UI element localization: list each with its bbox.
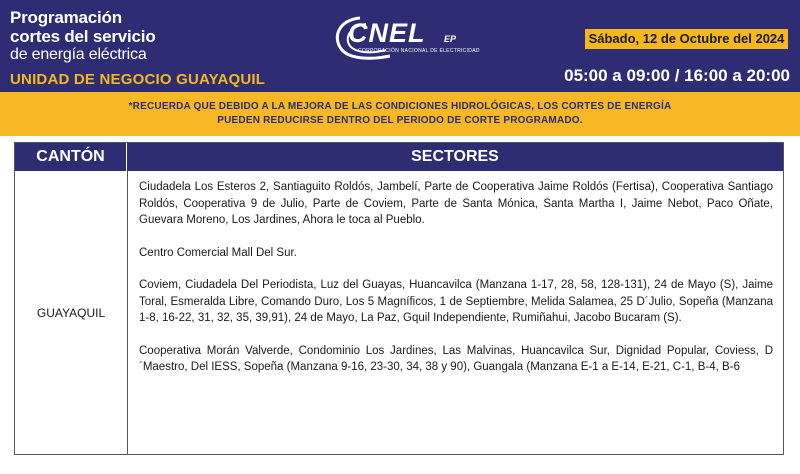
notice-line-1: *RECUERDA QUE DEBIDO A LA MEJORA DE LAS CONDICIONES HIDROLÓGICAS, LOS CORTES DE ENERGÍA bbox=[128, 101, 672, 112]
schedule-title bbox=[10, 8, 156, 64]
sector-paragraph: Centro Comercial Mall Del Sur. bbox=[139, 246, 297, 259]
business-unit-label: UNIDAD DE NEGOCIO GUAYAQUIL bbox=[10, 71, 266, 88]
sectors-cell bbox=[139, 179, 773, 392]
table-header-row bbox=[15, 143, 783, 171]
cnel-logo-subtitle: CORPORACIÓN NACIONAL DE ELECTRICIDAD bbox=[358, 48, 480, 54]
column-header-canton: CANTÓN bbox=[15, 143, 127, 171]
cnel-logo-suffix: EP bbox=[444, 34, 457, 44]
sector-paragraph: Ciudadela Los Esteros 2, Santiaguito Roldós, Jambelí, Parte de Cooperativa Jaime Roldós (Fertisa), Cooperativa Santiago Roldós, Cooperativa 9 de Julio, Parte de Coviem, Parte de Santa Mónica, Santa Martha I, Jaime Nebot, Paco Oñate, Guevara Moreno, Los Jardines, Ahora le toca al Pueblo. bbox=[139, 181, 773, 226]
header-banner bbox=[0, 0, 800, 92]
column-divider bbox=[127, 171, 128, 455]
cnel-logo-text: CNEL bbox=[348, 18, 426, 48]
title-line-3: de energía eléctrica bbox=[10, 46, 147, 63]
column-header-sectores: SECTORES bbox=[411, 148, 499, 165]
sector-paragraph: Coviem, Ciudadela Del Periodista, Luz del Guayas, Huancavilca (Manzana 1-17, 28, 58, 128-131), 24 de Mayo (S), Jaime Toral, Esmeralda Libre, Comando Duro, Los 5 Magníficos, 1 de Septiembre, Melida Salamea, 25 D´Julio, Sopeña (Manzana 1-8, 16-22, 31, 32, 35, 39,91), 24 de Mayo, La Paz, Gquil Independiente, Rumiñahui, Jacobo Bucaram (S). bbox=[139, 279, 773, 324]
notice-banner bbox=[0, 92, 800, 136]
schedule-date: Sábado, 12 de Octubre del 2024 bbox=[585, 29, 788, 49]
title-line-1: Programación bbox=[10, 8, 122, 27]
sector-paragraph: Cooperativa Morán Valverde, Condominio Los Jardines, Las Malvinas, Huancavilca Sur, Dignidad Popular, Coviess, D´Maestro, Del IESS, Sopeña (Manzana 9-16, 23-30, 34, 38 y 90), Guangala (Manzana E-1 a E-14, E-21, C-1, B-4, B-6 bbox=[139, 344, 773, 373]
canton-cell: GUAYAQUIL bbox=[36, 306, 106, 320]
title-line-2: cortes del servicio bbox=[10, 27, 156, 46]
schedule-table bbox=[14, 142, 784, 455]
notice-line-2: PUEDEN REDUCIRSE DENTRO DEL PERIODO DE CORTE PROGRAMADO. bbox=[217, 115, 583, 126]
schedule-hours: 05:00 a 09:00 / 16:00 a 20:00 bbox=[564, 66, 790, 85]
